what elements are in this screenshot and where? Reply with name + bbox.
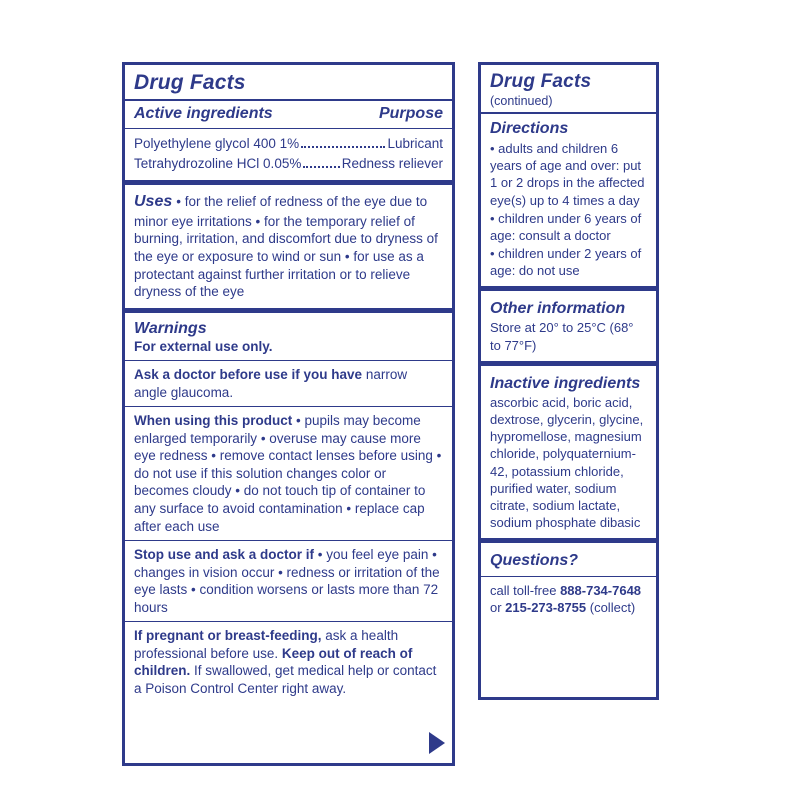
warning-lead-in: Ask a doctor before use if you have	[134, 367, 363, 383]
active-ingredients-header	[134, 105, 443, 123]
ingredient-purpose: Redness reliever	[341, 155, 443, 171]
inactive-ingredients-heading: Inactive ingredients	[490, 374, 641, 392]
other-information-heading: Other information	[490, 300, 626, 318]
ingredient-purpose: Lubricant	[387, 136, 443, 151]
warning-pregnancy	[134, 627, 443, 697]
divider	[125, 621, 452, 622]
directions-bullet: • children under 2 years of age: do not use	[490, 246, 642, 279]
divider	[125, 360, 452, 361]
questions-segment: or	[490, 600, 506, 616]
drug-facts-title-continued: Drug Facts	[490, 71, 592, 92]
drug-facts-title: Drug Facts	[134, 71, 246, 94]
drug-facts-panel-main	[122, 62, 455, 766]
external-use-statement: For external use only.	[134, 338, 273, 354]
warning-body: ask a health professional before use.	[134, 628, 399, 661]
warning-lead-in: When using this product	[134, 413, 293, 429]
uses-text: • for the relief of redness of the eye due to minor eye irritations • for the temporary relief of burning, irritation, and discomfort due to dryness of the eye or exposure to wind or sun • for use as a protectant against further irritation or to relieve dryness of the eye	[134, 194, 438, 300]
other-information-text: Store at 20° to 25°C (68° to 77°F)	[490, 320, 634, 353]
warning-body: • pupils may become enlarged temporarily • overuse may cause more eye redness • remove contact lenses before using • do not use if this solution changes color or becomes cloudy • do not touch tip of container to any surface to avoid contamination • replace cap after each use	[134, 413, 442, 534]
phone-number: 888-734-7648	[560, 583, 642, 599]
divider	[125, 540, 452, 541]
warnings-heading: Warnings	[134, 319, 207, 337]
warning-ask-doctor	[134, 366, 443, 401]
continued-arrow-icon	[429, 732, 445, 754]
warning-body: narrow angle glaucoma.	[134, 367, 408, 400]
section-warnings	[134, 320, 443, 698]
ingredient-row	[134, 134, 443, 154]
ingredient-name: Tetrahydrozoline HCl 0.05%	[134, 155, 302, 171]
section-questions	[490, 550, 647, 616]
questions-text	[490, 582, 647, 616]
warning-stop-use	[134, 546, 443, 616]
warning-when-using	[134, 412, 443, 535]
directions-bullet: • children under 6 years of age: consult a doctor	[490, 210, 642, 243]
uses-heading: Uses	[134, 193, 173, 211]
purpose-heading: Purpose	[378, 105, 443, 122]
continued-label: (continued)	[490, 94, 553, 108]
warning-lead-in: Keep out of reach of children.	[134, 645, 413, 679]
ingredient-name: Polyethylene glycol 400 1%	[134, 136, 300, 151]
dotted-leader	[301, 146, 385, 148]
questions-segment: call toll-free	[490, 583, 561, 599]
section-bar	[125, 308, 452, 313]
divider	[481, 576, 656, 577]
section-bar	[481, 361, 656, 366]
section-other-information	[490, 298, 647, 353]
drug-facts-panel-continued	[478, 62, 659, 700]
section-bar	[125, 180, 452, 185]
warning-body: • you feel eye pain • changes in vision occur • redness or irritation of the eye lasts • condition worsens or lasts more than 72 hours	[134, 547, 440, 615]
section-uses	[134, 192, 443, 301]
inactive-ingredients-text: ascorbic acid, boric acid, dextrose, glycerin, glycine, hypromellose, magnesium chloride, polyquaternium-42, potassium chloride, purified water, sodium citrate, sodium lactate, sodium phosphate dibasic	[490, 394, 644, 530]
section-inactive-ingredients	[490, 373, 647, 531]
ingredient-row	[134, 154, 443, 174]
warning-lead-in: If pregnant or breast-feeding,	[134, 628, 322, 644]
divider	[125, 128, 452, 129]
warning-body: If swallowed, get medical help or contact a Poison Control Center right away.	[134, 663, 437, 696]
phone-number: 215-273-8755	[505, 600, 587, 616]
section-bar	[481, 286, 656, 291]
divider	[125, 99, 452, 101]
section-directions	[490, 118, 647, 279]
section-bar	[481, 538, 656, 543]
active-ingredients-heading: Active ingredients	[134, 105, 273, 122]
questions-segment: (collect)	[586, 600, 636, 616]
questions-heading: Questions?	[490, 552, 579, 570]
divider	[125, 406, 452, 407]
warning-lead-in: Stop use and ask a doctor if	[134, 547, 315, 563]
directions-bullet: • adults and children 6 years of age and over: put 1 or 2 drops in the affected eye(s) up to 4 times a day	[490, 141, 645, 208]
dotted-leader	[303, 166, 339, 168]
divider	[481, 112, 656, 114]
directions-heading: Directions	[490, 120, 569, 137]
section-active-ingredients	[134, 105, 443, 173]
